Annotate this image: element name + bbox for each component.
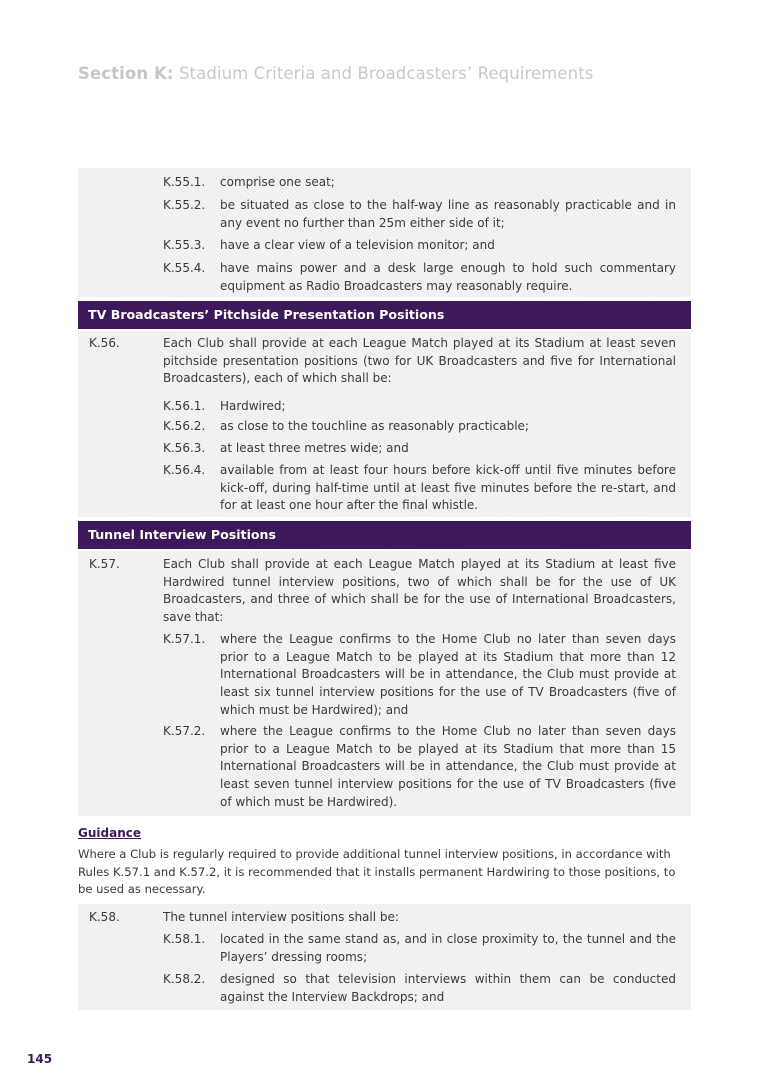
item-number: K.56.2. [163,419,206,433]
item-number: K.58.1. [163,932,206,946]
section-title-text: Stadium Criteria and Broadcasters’ Requirements [178,64,594,83]
rule-text: Each Club shall provide at each League Match played at its Stadium at least five Hardwired tunnel interview positions, two of which shall be for the use of UK Broadcasters, and three of which shall be for the use of International Broadcasters, save that: [163,557,676,625]
item-text: located in the same stand as, and in close proximity to, the tunnel and the Players’ dressing rooms; [220,932,676,964]
rule-text: The tunnel interview positions shall be: [163,910,399,924]
item-text: available from at least four hours before kick-off until five minutes before kick-off, during half-time until at least five minutes before the re-start, and for at least one hour after the final whistle. [220,463,676,513]
item-number: K.55.1. [163,175,206,189]
item-text: where the League confirms to the Home Club no later than seven days prior to a League Match to be played at its Stadium that more than 15 International Broadcasters will be in attendance, the Club must provide at least seven tunnel interview positions for the use of TV Broadcasters (five of which must be Hardwired). [220,724,676,809]
item-number: K.57.1. [163,632,206,646]
tunnel-section-heading: Tunnel Interview Positions [78,521,691,549]
item-text: be situated as close to the half-way line as reasonably practicable and in any event no further than 25m either side of it; [220,198,676,230]
page-number: 145 [27,1052,53,1066]
item-text: where the League confirms to the Home Club no later than seven days prior to a League Match to be played at its Stadium that more than 12 International Broadcasters will be in attendance, the Club must provide at least six tunnel interview positions for the use of TV Broadcasters (five of which must be Hardwired); and [220,632,676,717]
item-text: designed so that television interviews within them can be conducted against the Interview Backdrops; and [220,972,676,1004]
item-number: K.55.3. [163,238,206,252]
section-label: Section K: [78,64,174,83]
rule-text: Each Club shall provide at each League Match played at its Stadium at least seven pitchside presentation positions (two for UK Broadcasters and five for International Broadcasters), each of which shall be: [163,336,676,386]
item-number: K.56.4. [163,463,206,477]
item-text: have a clear view of a television monitor; and [220,238,495,252]
rule-number: K.58. [89,910,120,924]
item-number: K.56.1. [163,399,206,413]
item-text: have mains power and a desk large enough to hold such commentary equipment as Radio Broadcasters may reasonably require. [220,261,676,293]
item-number: K.55.4. [163,261,206,275]
item-number: K.55.2. [163,198,206,212]
rule-number: K.56. [89,336,120,350]
item-text: at least three metres wide; and [220,441,409,455]
section-title [78,64,593,83]
item-number: K.58.2. [163,972,206,986]
guidance-heading: Guidance [78,826,141,840]
item-text: as close to the touchline as reasonably practicable; [220,419,529,433]
item-number: K.57.2. [163,724,206,738]
tv-section-heading: TV Broadcasters’ Pitchside Presentation Positions [78,301,691,329]
rule-number: K.57. [89,557,120,571]
item-number: K.56.3. [163,441,206,455]
item-text: comprise one seat; [220,175,335,189]
guidance-text: Where a Club is regularly required to provide additional tunnel interview positions, in accordance with Rules K.57.1 and K.57.2, it is recommended that it installs permanent Hardwiring to those positions, to be used as necessary. [78,847,676,897]
item-text: Hardwired; [220,399,286,413]
